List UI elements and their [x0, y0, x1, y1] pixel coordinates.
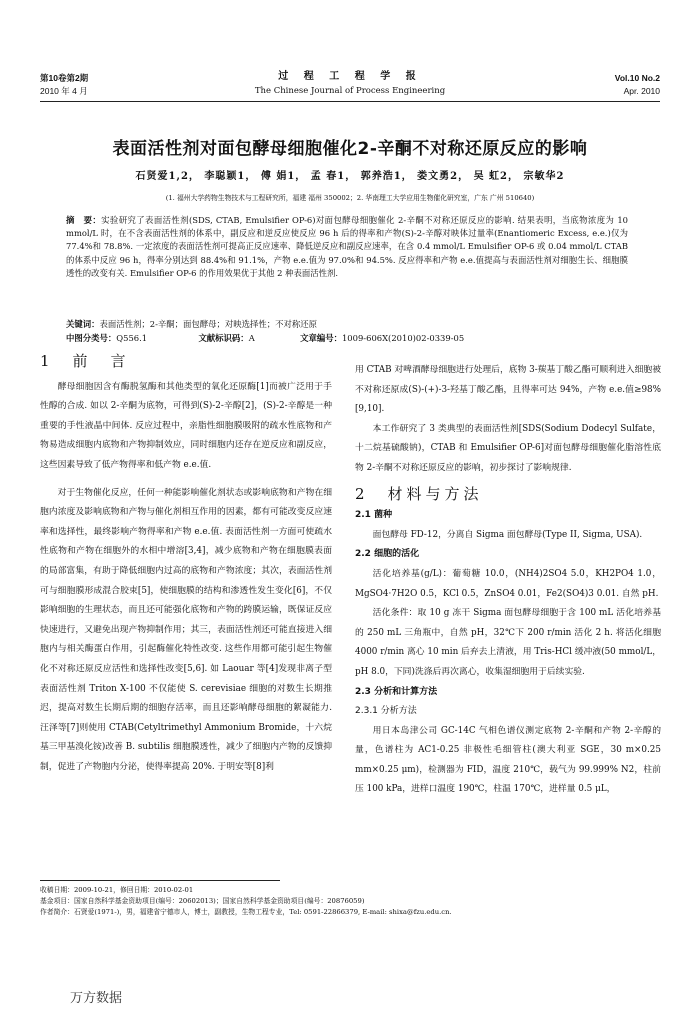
keywords [66, 318, 636, 331]
paragraph: 用 CTAB 对啤酒酵母细胞进行处理后，底物 3-羰基丁酸乙酯可顺利进入细胞被不对称还原成(S)-(+)-3-羟基丁酸乙酯，且得率可达 94%，产物 e.e.值≥98%[9,10]. [355, 365, 661, 415]
journal-name-cn: 过 程 工 程 学 报 [278, 71, 422, 82]
paragraph: 对于生物催化反应，任何一种能影响催化剂状态或影响底物和产物在细胞内浓度及影响底物和产物与催化剂相互作用的因素，都有可能改变反应速率和选择性，最终影响产物得率和产物 e.e.值. 表面活性剂一方面可使疏水性底物和产物在细胞外的水相中增溶[3,4]，减少底物和产物在细胞膜表面的局部富集，有助于降低细胞内过高的底物和产物浓度；其次，表面活性剂可与细胞膜形成混合胶束[5]，使细胞膜的结构和渗透性发生变化[6]，不仅影响细胞的生理状态，而且还可能强化底物和产物的跨膜运输，既保证反应快速进行，又避免出现产物抑制作用；其三，表面活性剂还可能直接进入细胞内与相关酶蛋白作用，引起酶催化特性改变. 这些作用都可能引起生物催化不对称还原反应活性和选择性改变[5,6]. 如 Laouar 等[4]发现非离子型表面活性剂 Triton X-100 不仅能使 S. cerevisiae 细胞的对数生长期推迟，提高对数生长期后期的细胞存活率，而且还影响酵母细胞的絮凝能力. 汪泽等[7]则使用 CTAB(Cetyltrimethyl Ammonium Bromide，十六烷基三甲基溴化铵)改善 B. subtilis 细胞膜透性，减少了细胞内产物的反馈抑制，促进了产物胞内分泌，使得率提高 20%. 于明安等[8]利 [40, 487, 332, 772]
classification-line [66, 332, 636, 345]
affiliations: (1. 福州大学药物生物技术与工程研究所，福建 福州 350002；2. 华南理工大学应用生物催化研究室，广东 广州 510640) [165, 194, 535, 202]
paper-title: 表面活性剂对面包酵母细胞催化2-辛酮不对称还原反应的影响 [112, 139, 588, 159]
fund-info: 基金项目：国家自然科学基金资助项目(编号：20602013)；国家自然科学基金资助项目(编号：20876059) [40, 897, 365, 905]
date-en: Apr. 2010 [623, 86, 660, 96]
article-id-label: 文章编号： [300, 333, 342, 343]
watermark: 万方数据 [70, 991, 123, 1006]
paragraph: 酵母细胞因含有酶脱氢酶和其他类型的氧化还原酶[1]而被广泛用于手性醇的合成. 如以 2-辛酮为底物，可得到(S)-2-辛醇[2]，(S)-2-辛醇是一种重要的手性液晶中间体. 反应过程中，亲脂性细胞膜吸附的疏水性底物和产物易造成细胞内底物和产物抑制效应，同时细胞内还存在逆反应和副反应，这些因素导致了低产物得率和低产物 e.e.值. [40, 381, 332, 470]
author-bio: 作者简介：石贤爱(1971-)，男，福建省宁德市人，博士，副教授，生物工程专业，Tel: 0591-22866379, E-mail: shixa@fzu.edu.cn. [40, 908, 452, 916]
abstract-text: 实验研究了表面活性剂(SDS, CTAB, Emulsifier OP-6)对面包酵母细胞催化 2-辛酮不对称还原反应的影响. 结果表明，当底物浓度为 10 mmol/L 时，在不含表面活性剂的体系中，副反应和逆反应使反应 96 h 后的得率和产物(S)-2-辛醇对映体过量率(Enantiomeric Excess, e.e.)仅为 77.4%和 78.8%. 一定浓度的表面活性剂可提高正反应速率、降低逆反应和副反应速率，在含 0.4 mmol/L Emulsifier OP-6 或 0.04 mmol/L CTAB 的体系中反应 96 h，得率分别达到 88.4%和 91.1%，产物 e.e.值为 97.0%和 94.5%. 反应得率和产物 e.e.值提高与表面活性剂对细胞生长、细胞膜透性的改变有关. Emulsifier OP-6 的作用效果优于其他 2 种表面活性剂. [66, 215, 629, 278]
subsection-2-3-1: 2.3.1 分析方法 [355, 706, 417, 717]
subsection-2-1: 2.1 菌种 [355, 510, 393, 521]
subsection-2-2: 2.2 细胞的活化 [355, 549, 420, 560]
paragraph: 用日本岛津公司 GC-14C 气相色谱仪测定底物 2-辛酮和产物 2-辛醇的量，色谱柱为 AC1-0.25 非极性毛细管柱(澳大利亚 SGE，30 m×0.25 mm×0.25 μm)，检测器为 FID，温度 210℃，载气为 99.999% N2，柱前压 100 kPa，进样口温度 190℃，柱温 170℃，进样量 0.5 μL， [355, 725, 661, 795]
section-1-heading: 1 前 言 [40, 352, 130, 370]
footnote-rule [40, 880, 280, 881]
journal-name-en: The Chinese Journal of Process Engineering [254, 86, 446, 96]
section-2-heading: 2 材料与方法 [355, 484, 483, 503]
paragraph: 活化培养基(g/L)：葡萄糖 10.0，(NH4)2SO4 5.0，KH2PO4 1.0，MgSO4·7H2O 0.5，KCl 0.5，ZnSO4 0.01，Fe2(SO4)3 0.01. 自然 pH. [355, 568, 661, 599]
doc-code: A [248, 333, 255, 343]
clc-label: 中图分类号： [66, 333, 117, 343]
right-column [355, 361, 661, 800]
volume-issue-en: Vol.10 No.2 [614, 73, 660, 83]
keywords-label: 关键词： [66, 319, 100, 329]
paragraph: 活化条件：取 10 g 冻干 Sigma 面包酵母细胞于含 100 mL 活化培养基的 250 mL 三角瓶中，自然 pH，32℃下 200 r/min 活化 2 h. 将活化细胞 4000 r/min 离心 10 min 后弃去上清液，用 Tris-HCl 缓冲液(50 mmol/L，pH 8.0，下同)洗涤后再次离心，收集湿细胞用于后续实验. [355, 608, 661, 677]
date-cn: 2010 年 4 月 [40, 86, 88, 96]
paragraph: 面包酵母 FD-12，分离自 Sigma 面包酵母(Type II, Sigma, USA). [372, 529, 643, 540]
footnotes [40, 885, 660, 918]
received-date: 收稿日期：2009-10-21，修回日期：2010-02-01 [40, 886, 194, 894]
abstract-label: 摘 要： [66, 215, 102, 225]
doc-code-label: 文献标识码： [198, 333, 249, 343]
keywords-text: 表面活性剂；2-辛酮；面包酵母；对映选择性；不对称还原 [99, 319, 318, 329]
volume-issue-cn: 第10卷第2期 [40, 73, 89, 83]
abstract [66, 214, 628, 280]
article-id: 1009-606X(2010)02-0339-05 [341, 333, 465, 343]
subsection-2-3: 2.3 分析和计算方法 [355, 686, 438, 697]
clc-code: Q556.1 [116, 333, 148, 343]
left-column [40, 352, 332, 777]
paragraph: 本工作研究了 3 类典型的表面活性剂[SDS(Sodium Dodecyl Sulfate，十二烷基硫酸钠)，CTAB 和 Emulsifier OP-6]对面包酵母细胞催化脂溶性底物 2-辛酮不对称还原反应的影响，初步探讨了影响规律. [355, 423, 661, 473]
author-list: 石贤爱1,2， 李聪颖1， 傅 娟1， 孟 春1， 郭养浩1， 娄文勇2， 吴 虹2， 宗敏华2 [135, 171, 565, 182]
header-rule [40, 101, 660, 102]
